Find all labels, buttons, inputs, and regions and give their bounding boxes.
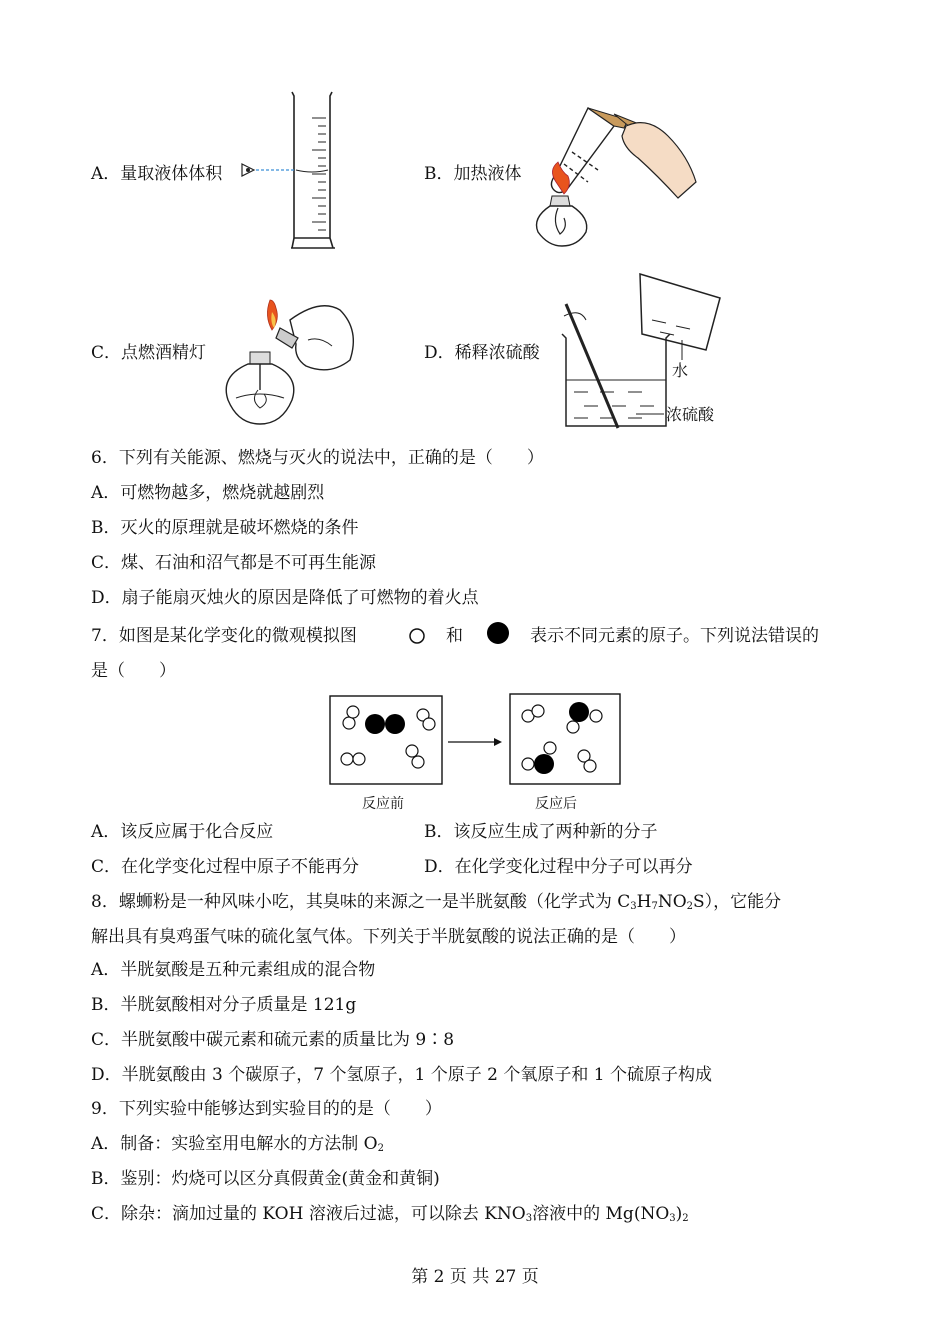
reaction-diagram [328,690,624,790]
white-atom-icon [407,626,427,646]
graduated-cylinder-figure [236,88,346,253]
question-9-stem: 9．下列实验中能够达到实验目的的是（ ） [91,1099,442,1119]
black-atom-icon [484,620,512,648]
option-5d: D．稀释浓硫酸 [424,343,540,363]
option-8d: D．半胱氨酸由 3 个碳原子，7 个氢原子，1 个原子 2 个氧原子和 1 个硫原子构成 [91,1065,712,1085]
option-7b: B．该反应生成了两种新的分子 [424,822,658,842]
lighting-lamp-figure [220,290,360,430]
option-5b: B．加热液体 [424,164,522,184]
option-6c: C．煤、石油和沼气都是不可再生能源 [91,553,377,573]
caption-before: 反应前 [362,796,404,812]
option-7a: A．该反应属于化合反应 [91,822,274,842]
caption-after: 反应后 [535,796,577,812]
question-7-stem-part1: 7．如图是某化学变化的微观模拟图 [91,626,357,646]
option-8b: B．半胱氨酸相对分子质量是 121g [91,995,357,1015]
option-9c: C．除杂：滴加过量的 KOH 溶液后过滤，可以除去 $KNO_3$溶液中的 $Mg(NO_3)_2$ [91,1204,689,1224]
option-5a: A．量取液体体积 [91,164,223,184]
option-9b: B．鉴别：灼烧可以区分真假黄金(黄金和黄铜) [91,1169,440,1189]
option-6a: A．可燃物越多，燃烧就越剧烈 [91,483,325,503]
option-8c: C．半胱氨酸中碳元素和硫元素的质量比为 9∶8 [91,1030,455,1050]
label-water: 水 [672,361,689,380]
option-7d: D．在化学变化过程中分子可以再分 [424,857,693,877]
question-6-stem: 6．下列有关能源、燃烧与灭火的说法中，正确的是（ ） [91,448,544,468]
option-6b: B．灭火的原理就是破坏燃烧的条件 [91,518,359,538]
option-9a: A．制备：实验室用电解水的方法制 $O_2$ [91,1134,384,1154]
question-7-stem-part2: 表示不同元素的原子。下列说法错误的 [530,626,819,646]
option-6d: D．扇子能扇灭烛火的原因是降低了可燃物的着火点 [91,588,479,608]
option-7c: C．在化学变化过程中原子不能再分 [91,857,360,877]
question-7-stem-and: 和 [446,626,463,646]
question-8-stem-line2: 解出具有臭鸡蛋气味的硫化氢气体。下列关于半胱氨酸的说法正确的是（ ） [91,927,686,947]
option-5c: C．点燃酒精灯 [91,343,207,363]
page-footer: 第 2 页 共 27 页 [411,1267,539,1287]
label-conc-acid: 浓硫酸 [666,405,715,424]
after-box [510,694,620,784]
question-7-stem-part3: 是（ ） [91,661,176,681]
question-8-stem-line1: 8．螺蛳粉是一种风味小吃，其臭味的来源之一是半胱氨酸（化学式为 $C_3H_7NO_2S$），它能分 [91,892,782,912]
option-8a: A．半胱氨酸是五种元素组成的混合物 [91,960,376,980]
heating-liquid-figure [528,96,703,256]
